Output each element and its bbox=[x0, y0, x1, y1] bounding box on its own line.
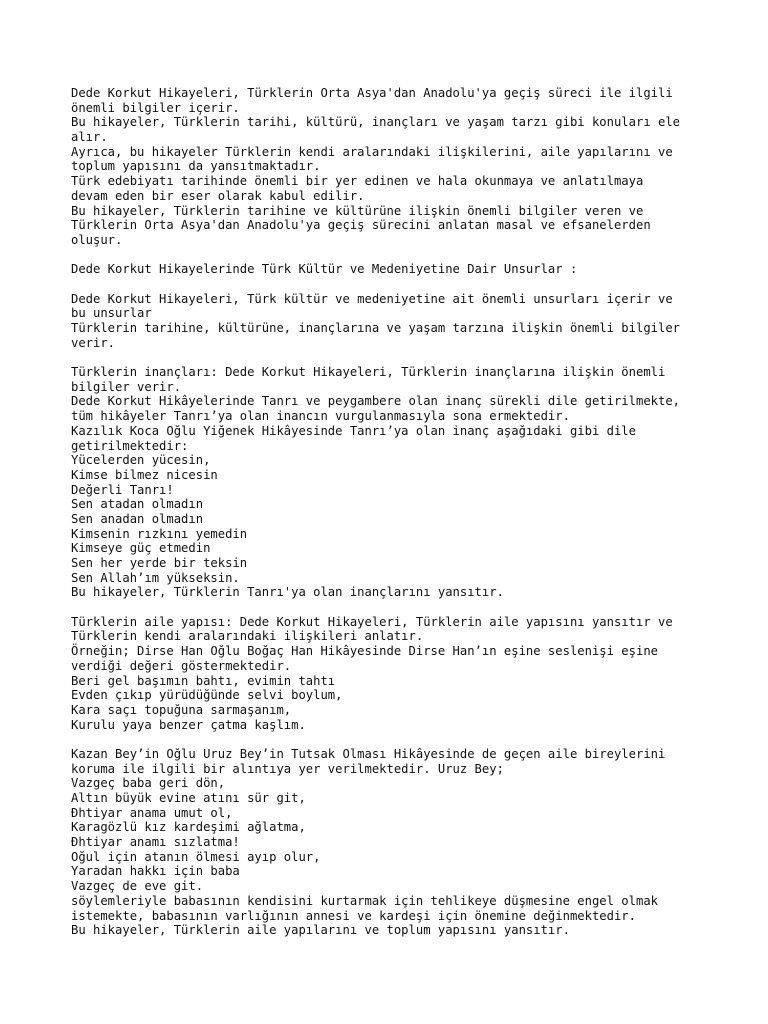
text-line: Örneğin; Dirse Han Oğlu Boğaç Han Hikâyesinde Dirse Han’ın eşine seslenişi eşine bbox=[71, 644, 658, 659]
document-page bbox=[71, 86, 711, 953]
paragraph bbox=[71, 262, 711, 277]
text-line: Değerli Tanrı! bbox=[71, 482, 174, 497]
text-line: Bu hikayeler, Türklerin tarihine ve kültürüne ilişkin önemli bilgiler veren ve bbox=[71, 203, 644, 218]
text-line: Đhtiyar anamı sızlatma! bbox=[71, 835, 240, 850]
text-line: Vazgeç baba geri dön, bbox=[71, 776, 226, 791]
text-line: Türklerin inançları: Dede Korkut Hikayeleri, Türklerin inançlarına ilişkin önemli bbox=[71, 365, 666, 380]
text-line: Kimse bilmez nicesin bbox=[71, 467, 218, 482]
text-line: oluşur. bbox=[71, 232, 123, 247]
text-line: Türklerin kendi aralarındaki ilişkileri anlatır. bbox=[71, 629, 424, 644]
text-line: Vazgeç de eve git. bbox=[71, 879, 204, 894]
text-line: Yaradan hakkı için baba bbox=[71, 864, 240, 879]
paragraph bbox=[71, 86, 711, 248]
text-line: Evden çıkıp yürüdüğünde selvi boylum, bbox=[71, 688, 343, 703]
text-line: Sen Allah’ım yükseksin. bbox=[71, 570, 240, 585]
paragraph bbox=[71, 615, 711, 733]
text-line: Kurulu yaya benzer çatma kaşlım. bbox=[71, 717, 306, 732]
text-line: Sen anadan olmadın bbox=[71, 511, 204, 526]
text-line: Kimseye güç etmedin bbox=[71, 541, 211, 556]
text-line: Sen atadan olmadın bbox=[71, 497, 204, 512]
text-line: Türklerin Orta Asya'dan Anadolu'ya geçiş sürecini anlatan masal ve efsanelerden bbox=[71, 218, 651, 233]
text-line: Ayrıca, bu hikayeler Türklerin kendi aralarındaki ilişkilerini, aile yapılarını ve bbox=[71, 144, 673, 159]
text-line: Yücelerden yücesin, bbox=[71, 453, 211, 468]
text-line: Dede Korkut Hikayeleri, Türklerin Orta Asya'dan Anadolu'ya geçiş süreci ile ilgili bbox=[71, 86, 673, 100]
text-line: Bu hikayeler, Türklerin tarihi, kültürü, inançları ve yaşam tarzı gibi konuları ele bbox=[71, 115, 681, 130]
paragraph bbox=[71, 365, 711, 600]
text-line: tüm hikâyeler Tanrı’ya olan inancın vurgulanmasıyla sona ermektedir. bbox=[71, 409, 570, 424]
text-line: Dede Korkut Hikayelerinde Türk Kültür ve Medeniyetine Dair Unsurlar : bbox=[71, 262, 578, 277]
text-line: bu unsurlar bbox=[71, 306, 152, 321]
text-line: Türk edebiyatı tarihinde önemli bir yer edinen ve hala okunmaya ve anlatılmaya bbox=[71, 174, 644, 189]
text-line: toplum yapısını da yansıtmaktadır. bbox=[71, 159, 321, 174]
text-line: bilgiler verir. bbox=[71, 379, 182, 394]
text-line: önemli bilgiler içerir. bbox=[71, 100, 240, 115]
text-line: verir. bbox=[71, 335, 116, 350]
paragraph bbox=[71, 292, 711, 351]
text-line: Đhtiyar anama umut ol, bbox=[71, 805, 233, 820]
text-line: Sen her yerde bir teksin bbox=[71, 556, 248, 570]
text-line: devam eden bir eser olarak kabul edilir. bbox=[71, 188, 365, 203]
text-line: Karagözlü kız kardeşimi ağlatma, bbox=[71, 820, 306, 835]
text-line: Altın büyük evine atını sür git, bbox=[71, 791, 306, 805]
text-line: Türklerin tarihine, kültürüne, inançlarına ve yaşam tarzına ilişkin önemli bilgiler bbox=[71, 321, 681, 335]
text-line: verdiği değeri göstermektedir. bbox=[71, 658, 292, 673]
text-line: Kimsenin rızkını yemedin bbox=[71, 526, 248, 541]
text-line: Kara saçı topuğuna sarmaşanım, bbox=[71, 702, 292, 717]
text-line: Oğul için atanın ölmesi ayıp olur, bbox=[71, 849, 321, 864]
text-line: söylemleriyle babasının kendisini kurtarmak için tehlikeye düşmesine engel olmak bbox=[71, 893, 658, 908]
text-line: koruma ile ilgili bir alıntıya yer verilmektedir. Uruz Bey; bbox=[71, 761, 504, 776]
text-line: Türklerin aile yapısı: Dede Korkut Hikayeleri, Türklerin aile yapısını yansıtır ve bbox=[71, 614, 673, 629]
text-line: Bu hikayeler, Türklerin aile yapılarını ve toplum yapısını yansıtır. bbox=[71, 923, 570, 938]
text-line: Dede Korkut Hikayeleri, Türk kültür ve medeniyetine ait önemli unsurları içerir ve bbox=[71, 291, 673, 306]
text-line: getirilmektedir: bbox=[71, 438, 189, 453]
text-line: Dede Korkut Hikâyelerinde Tanrı ve peygambere olan inanç sürekli dile getirilmekte, bbox=[71, 394, 681, 409]
paragraph bbox=[71, 747, 711, 938]
text-line: Bu hikayeler, Türklerin Tanrı'ya olan inançlarını yansıtır. bbox=[71, 585, 504, 600]
text-line: istemekte, babasının varlığının annesi ve kardeşi için önemine değinmektedir. bbox=[71, 908, 636, 923]
text-line: Kazan Bey’in Oğlu Uruz Bey’in Tutsak Olması Hikâyesinde de geçen aile bireylerini bbox=[71, 746, 666, 761]
text-line: Beri gel başımın bahtı, evimin tahtı bbox=[71, 673, 336, 688]
text-line: alır. bbox=[71, 130, 108, 145]
text-line: Kazılık Koca Oğlu Yiğenek Hikâyesinde Tanrı’ya olan inanç aşağıdaki gibi dile bbox=[71, 423, 636, 438]
